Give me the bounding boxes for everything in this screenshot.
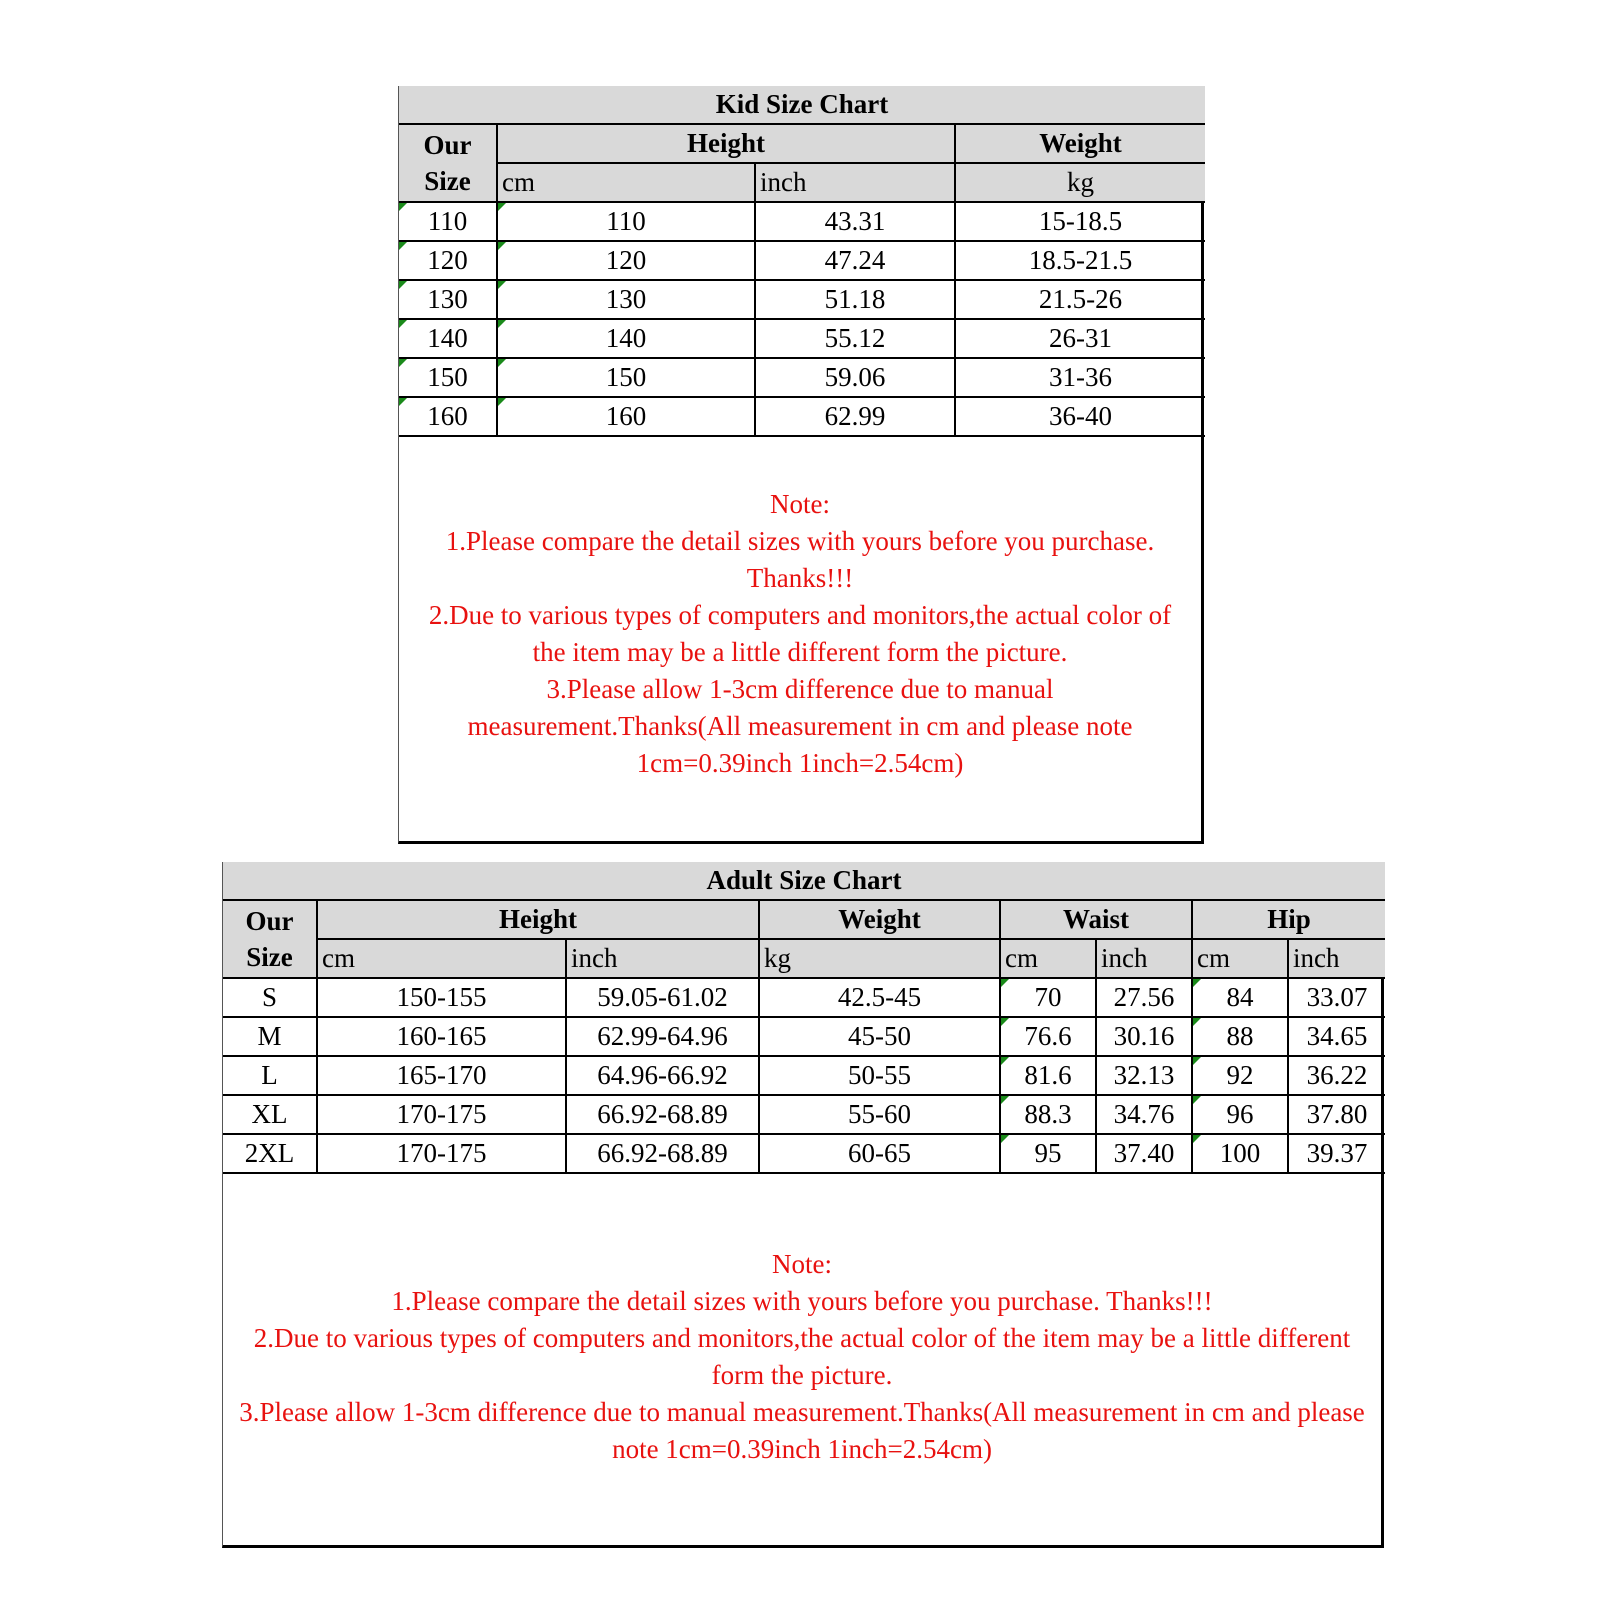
cell-kg: 21.5-26 <box>955 280 1205 319</box>
note-line: note 1cm=0.39inch 1inch=2.54cm) <box>612 1434 992 1464</box>
adult-size-table <box>223 862 1385 1174</box>
cell-cm: 110 <box>497 202 755 241</box>
cell-h-inch: 59.05-61.02 <box>566 978 759 1017</box>
cell-w-cm: 76.6 <box>1000 1017 1096 1056</box>
cell-size: 2XL <box>223 1134 317 1173</box>
cell-size: 130 <box>399 280 497 319</box>
note-line: 3.Please allow 1-3cm difference due to manual <box>546 674 1054 704</box>
cell-hip-cm: 96 <box>1192 1095 1288 1134</box>
table-row <box>399 280 1205 319</box>
table-row <box>399 319 1205 358</box>
cell-cm: 150 <box>497 358 755 397</box>
table-row <box>399 202 1205 241</box>
cell-inch: 62.99 <box>755 397 955 436</box>
height-header: Height <box>317 900 759 939</box>
cell-kg: 26-31 <box>955 319 1205 358</box>
cell-h-inch: 64.96-66.92 <box>566 1056 759 1095</box>
weight-header: Weight <box>759 900 1000 939</box>
cell-inch: 51.18 <box>755 280 955 319</box>
note-line: measurement.Thanks(All measurement in cm and please note <box>467 711 1133 741</box>
weight-header: Weight <box>955 124 1205 163</box>
cell-w-cm: 88.3 <box>1000 1095 1096 1134</box>
cell-hip-cm: 88 <box>1192 1017 1288 1056</box>
note-line: 3.Please allow 1-3cm difference due to manual measurement.Thanks(All measurement in cm and please <box>239 1397 1365 1427</box>
cell-kg: 31-36 <box>955 358 1205 397</box>
waist-header: Waist <box>1000 900 1192 939</box>
cell-h-cm: 165-170 <box>317 1056 566 1095</box>
cell-h-cm: 170-175 <box>317 1134 566 1173</box>
cell-h-cm: 170-175 <box>317 1095 566 1134</box>
waist-cm-unit: cm <box>1000 939 1096 978</box>
our-size-header <box>223 900 317 978</box>
our-label: Our <box>423 130 472 160</box>
cell-cm: 140 <box>497 319 755 358</box>
our-size-header <box>399 124 497 202</box>
table-row <box>399 241 1205 280</box>
cell-size: M <box>223 1017 317 1056</box>
height-inch-unit: inch <box>755 163 955 202</box>
note-line: 1.Please compare the detail sizes with yours before you purchase. <box>445 526 1155 556</box>
cell-w-inch: 27.56 <box>1096 978 1192 1017</box>
note-line: 2.Due to various types of computers and monitors,the actual color of <box>428 600 1172 630</box>
size-label: Size <box>424 166 471 196</box>
height-header: Height <box>497 124 955 163</box>
cell-kg: 60-65 <box>759 1134 1000 1173</box>
height-cm-unit: cm <box>497 163 755 202</box>
note-line: 1.Please compare the detail sizes with yours before you purchase. Thanks!!! <box>391 1286 1213 1316</box>
cell-w-cm: 81.6 <box>1000 1056 1096 1095</box>
cell-h-inch: 66.92-68.89 <box>566 1134 759 1173</box>
table-row <box>399 397 1205 436</box>
height-cm-unit: cm <box>317 939 566 978</box>
cell-inch: 47.24 <box>755 241 955 280</box>
cell-size: L <box>223 1056 317 1095</box>
hip-inch-unit: inch <box>1288 939 1385 978</box>
cell-inch: 55.12 <box>755 319 955 358</box>
cell-hip-cm: 92 <box>1192 1056 1288 1095</box>
cell-kg: 18.5-21.5 <box>955 241 1205 280</box>
cell-size: S <box>223 978 317 1017</box>
table-row <box>223 1134 1385 1173</box>
cell-size: 110 <box>399 202 497 241</box>
height-inch-unit: inch <box>566 939 759 978</box>
cell-w-cm: 95 <box>1000 1134 1096 1173</box>
cell-w-cm: 70 <box>1000 978 1096 1017</box>
kid-note <box>399 486 1201 782</box>
table-row <box>223 1095 1385 1134</box>
cell-h-cm: 160-165 <box>317 1017 566 1056</box>
adult-note <box>223 1246 1381 1468</box>
cell-hip-inch: 34.65 <box>1288 1017 1385 1056</box>
cell-kg: 42.5-45 <box>759 978 1000 1017</box>
adult-chart-title: Adult Size Chart <box>223 862 1385 900</box>
weight-kg-unit: kg <box>759 939 1000 978</box>
our-label: Our <box>245 906 294 936</box>
cell-cm: 160 <box>497 397 755 436</box>
cell-kg: 50-55 <box>759 1056 1000 1095</box>
cell-kg: 15-18.5 <box>955 202 1205 241</box>
cell-size: 150 <box>399 358 497 397</box>
cell-inch: 43.31 <box>755 202 955 241</box>
cell-size: XL <box>223 1095 317 1134</box>
hip-header: Hip <box>1192 900 1385 939</box>
cell-w-inch: 37.40 <box>1096 1134 1192 1173</box>
cell-w-inch: 32.13 <box>1096 1056 1192 1095</box>
adult-size-chart <box>222 862 1384 1548</box>
cell-w-inch: 34.76 <box>1096 1095 1192 1134</box>
table-row <box>399 358 1205 397</box>
note-line: the item may be a little different form the picture. <box>532 637 1068 667</box>
note-line: 2.Due to various types of computers and monitors,the actual color of the item may be a little different <box>253 1323 1351 1353</box>
cell-cm: 120 <box>497 241 755 280</box>
cell-size: 160 <box>399 397 497 436</box>
cell-hip-inch: 39.37 <box>1288 1134 1385 1173</box>
cell-size: 120 <box>399 241 497 280</box>
table-row <box>223 1017 1385 1056</box>
waist-inch-unit: inch <box>1096 939 1192 978</box>
table-row <box>223 1056 1385 1095</box>
cell-hip-inch: 33.07 <box>1288 978 1385 1017</box>
weight-kg-unit: kg <box>955 163 1205 202</box>
size-label: Size <box>246 942 293 972</box>
cell-cm: 130 <box>497 280 755 319</box>
kid-chart-title: Kid Size Chart <box>399 86 1205 124</box>
note-line: form the picture. <box>711 1360 893 1390</box>
cell-h-cm: 150-155 <box>317 978 566 1017</box>
kid-size-chart <box>398 86 1204 844</box>
cell-h-inch: 66.92-68.89 <box>566 1095 759 1134</box>
cell-kg: 36-40 <box>955 397 1205 436</box>
table-row <box>223 978 1385 1017</box>
cell-hip-cm: 100 <box>1192 1134 1288 1173</box>
note-line: Thanks!!! <box>746 563 854 593</box>
note-line: Note: <box>770 489 830 519</box>
cell-w-inch: 30.16 <box>1096 1017 1192 1056</box>
cell-inch: 59.06 <box>755 358 955 397</box>
cell-size: 140 <box>399 319 497 358</box>
kid-size-table <box>399 86 1205 437</box>
cell-h-inch: 62.99-64.96 <box>566 1017 759 1056</box>
cell-kg: 45-50 <box>759 1017 1000 1056</box>
cell-hip-inch: 37.80 <box>1288 1095 1385 1134</box>
cell-hip-inch: 36.22 <box>1288 1056 1385 1095</box>
note-line: 1cm=0.39inch 1inch=2.54cm) <box>636 748 964 778</box>
note-line: Note: <box>772 1249 832 1279</box>
cell-kg: 55-60 <box>759 1095 1000 1134</box>
cell-hip-cm: 84 <box>1192 978 1288 1017</box>
hip-cm-unit: cm <box>1192 939 1288 978</box>
